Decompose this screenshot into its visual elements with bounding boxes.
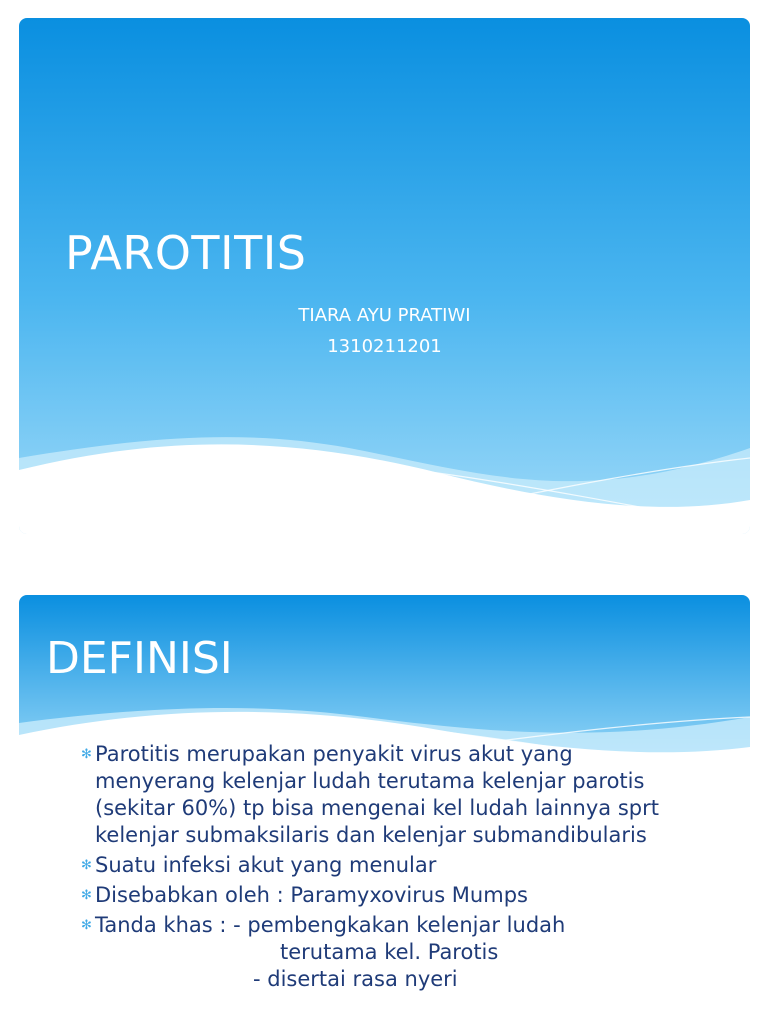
list-item: ✻ Tanda khas : - pembengkakan kelenjar ludah terutama kel. Parotis - disertai rasa nyeri [81,913,566,991]
title-slide [19,18,750,534]
list-item: ✻ Parotitis merupakan penyakit virus akut yang menyerang kelenjar ludah terutama kelenjar parotis (sekitar 60%) tp bisa mengenai kel ludah lainnya sprt kelenjar submaksilaris dan kelenjar submandibularis [81,742,659,847]
author-name: TIARA AYU PRATIWI [298,305,471,326]
slide-title: DEFINISI [46,633,233,684]
student-id: 1310211201 [327,336,442,357]
asterisk-bullet-icon: ✻ [81,747,92,762]
asterisk-bullet-icon: ✻ [81,888,92,903]
definition-slide [19,595,750,1024]
definition-list [81,741,741,996]
list-item: ✻ Suatu infeksi akut yang menular [81,853,437,877]
list-item: ✻ Disebabkan oleh : Paramyxovirus Mumps [81,883,528,907]
asterisk-bullet-icon: ✻ [81,918,92,933]
asterisk-bullet-icon: ✻ [81,858,92,873]
slide-title: PAROTITIS [65,226,307,280]
